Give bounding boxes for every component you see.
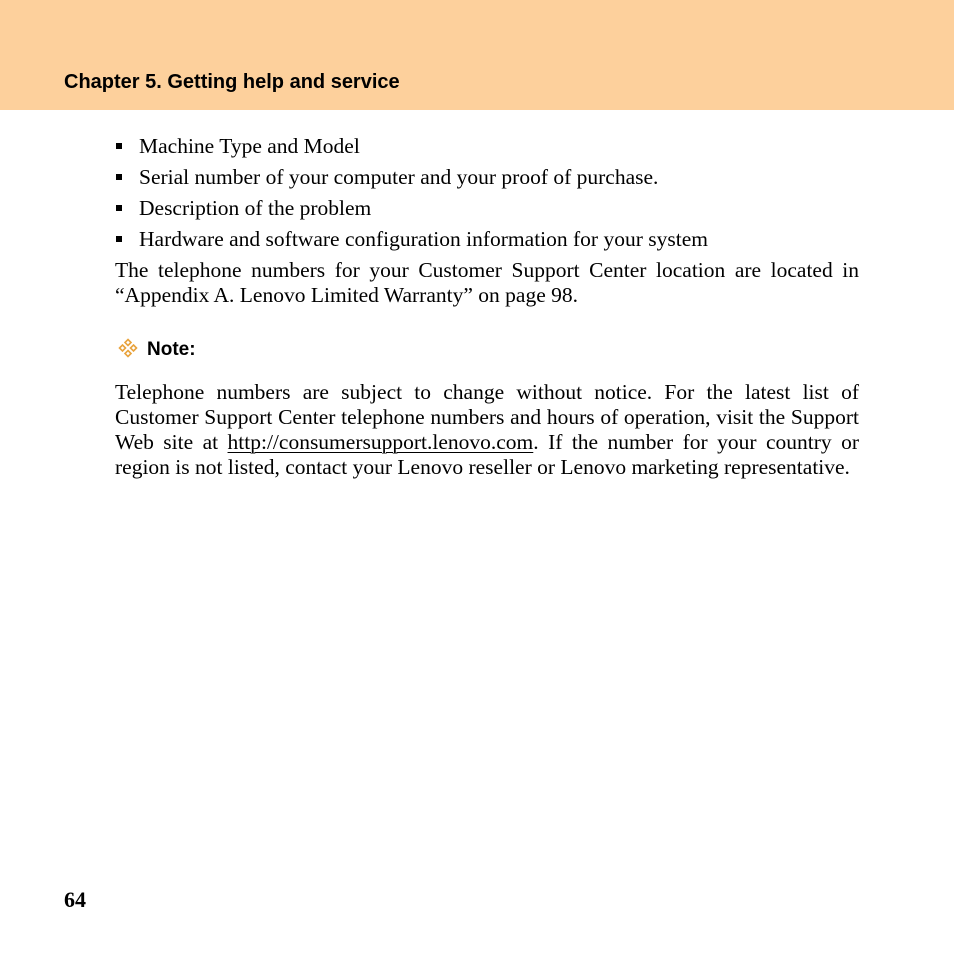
required-info-list <box>115 132 859 256</box>
note-heading <box>115 338 859 362</box>
square-bullet-icon <box>116 205 122 211</box>
list-item-text: Description of the problem <box>139 196 372 220</box>
support-website-link[interactable]: http://consumersupport.lenovo.com <box>227 430 534 454</box>
phone-numbers-paragraph: The telephone numbers for your Customer Support Center location are located in “Appendix A. Lenovo Limited Warranty” on page 98. <box>115 258 859 307</box>
chapter-title: Chapter 5. Getting help and service <box>64 71 400 93</box>
square-bullet-icon <box>116 236 122 242</box>
page-content <box>115 132 859 480</box>
square-bullet-icon <box>116 143 122 149</box>
note-text-after-link: . If the number for your country or region is not listed, contact your Lenovo reseller or Lenovo marketing representative. <box>115 430 859 479</box>
list-item <box>115 225 859 256</box>
list-item-text: Machine Type and Model <box>139 134 360 158</box>
page-number: 64 <box>64 887 86 912</box>
list-item <box>115 163 859 194</box>
list-item <box>115 194 859 225</box>
note-paragraph <box>115 380 859 480</box>
list-item-text: Serial number of your computer and your proof of purchase. <box>139 165 659 189</box>
note-text-before-link: Telephone numbers are subject to change without notice. For the latest list of Customer Support Center telephone numbers and hours of operation, visit the Support Web site at <box>115 380 859 454</box>
four-diamond-icon <box>118 338 138 358</box>
list-item-text: Hardware and software configuration information for your system <box>139 227 708 251</box>
list-item <box>115 132 859 163</box>
square-bullet-icon <box>116 174 122 180</box>
note-label: Note: <box>147 339 196 360</box>
